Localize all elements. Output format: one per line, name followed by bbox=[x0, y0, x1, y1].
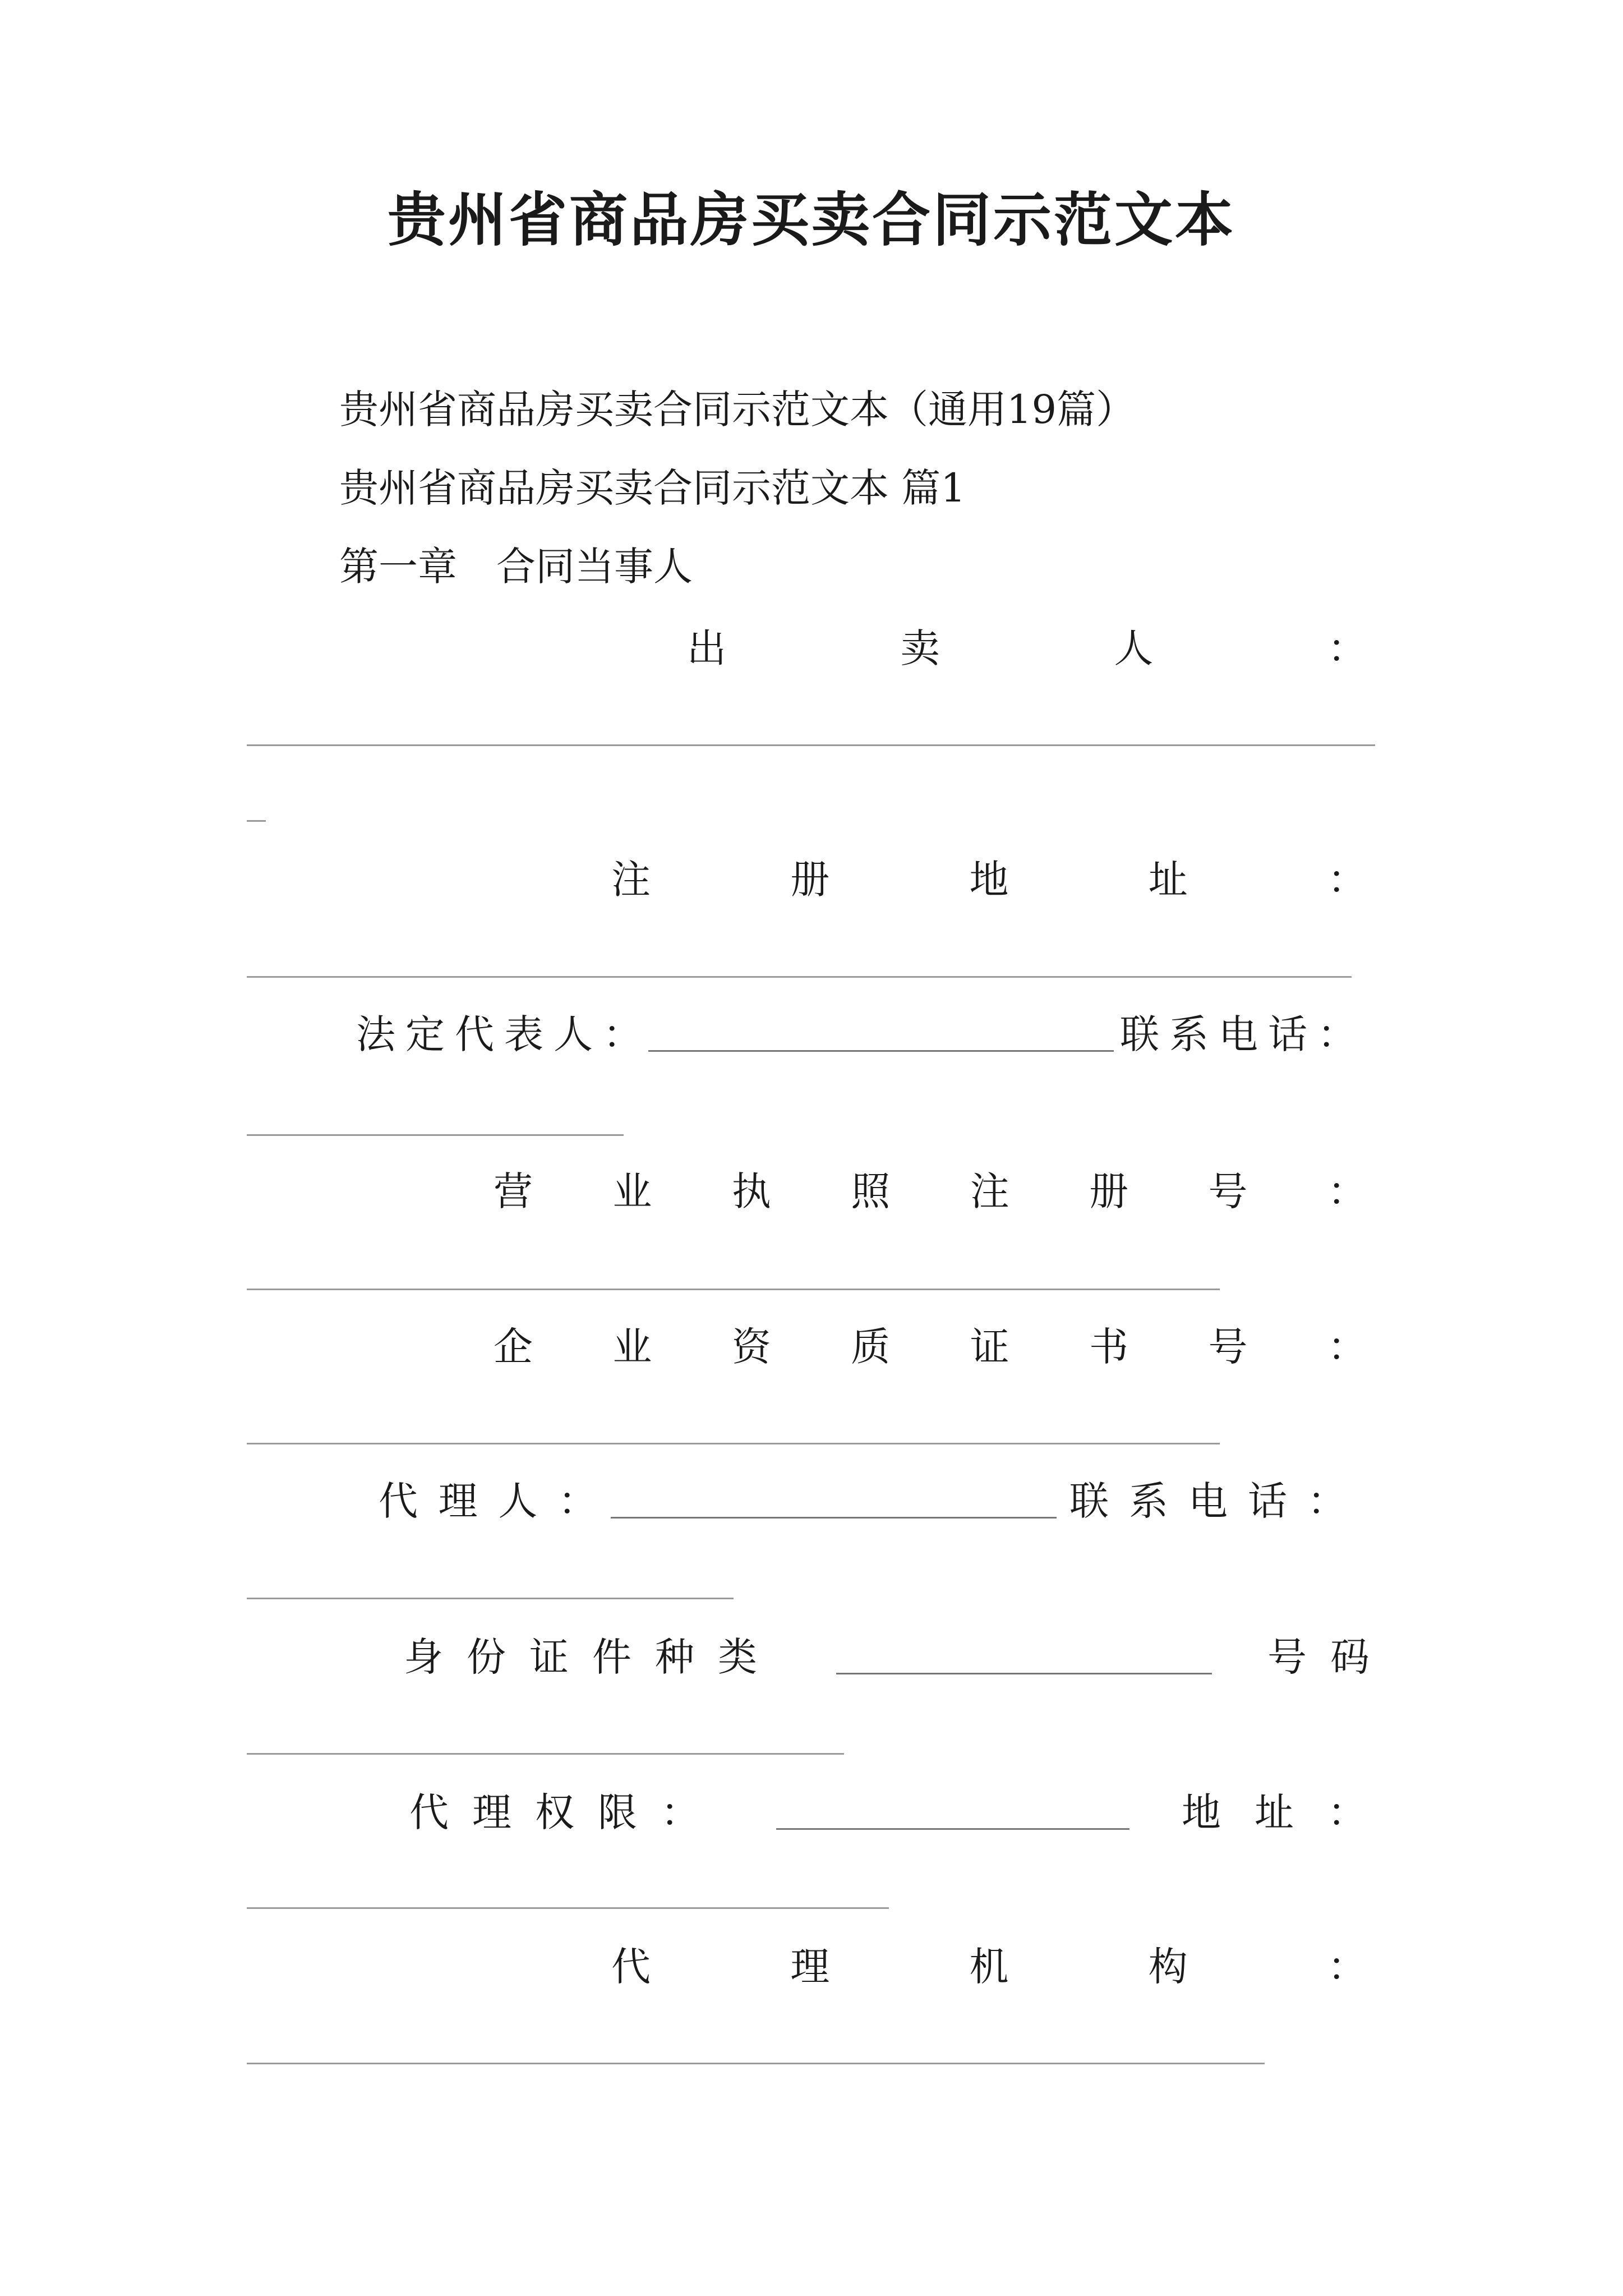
reg-address-char: 册 bbox=[790, 856, 830, 903]
agent-blank[interactable] bbox=[611, 1478, 1057, 1519]
license-no-char: 号 bbox=[1208, 1168, 1248, 1214]
section-line: 贵州省商品房买卖合同示范文本 篇1 bbox=[339, 465, 966, 511]
legal-rep-blank[interactable] bbox=[648, 1011, 1114, 1052]
id-type-blank[interactable] bbox=[836, 1634, 1212, 1674]
agent-label: 代 理 人 ： bbox=[379, 1478, 597, 1524]
chapter-heading: 第一章 合同当事人 bbox=[339, 544, 693, 590]
id-type-label: 身份证件种类 bbox=[404, 1634, 781, 1680]
reg-address-char: 址 bbox=[1148, 856, 1188, 903]
reg-address-blank-line[interactable] bbox=[247, 976, 1352, 978]
agency-char: 机 bbox=[969, 1943, 1009, 1990]
license-no-blank-line[interactable] bbox=[247, 1289, 1220, 1290]
agency-label bbox=[611, 1935, 1367, 1991]
seller-blank-line[interactable] bbox=[247, 744, 1375, 746]
legal-rep-phone-label: 联系电话： bbox=[1120, 1011, 1367, 1057]
legal-rep-phone-blank[interactable] bbox=[247, 1134, 624, 1136]
license-no-char: 业 bbox=[612, 1168, 652, 1214]
reg-address-label bbox=[611, 848, 1367, 904]
reg-address-char: 注 bbox=[611, 856, 651, 903]
license-no-char: 册 bbox=[1089, 1168, 1129, 1214]
seller-label bbox=[687, 617, 1367, 673]
reg-address-char: ： bbox=[1327, 856, 1367, 903]
seller-char: 人 bbox=[1114, 625, 1154, 671]
qualification-char: 书 bbox=[1089, 1323, 1129, 1370]
agency-char: ： bbox=[1327, 1943, 1367, 1990]
agent-authority-label: 代理权限： bbox=[409, 1789, 723, 1835]
seller-char: 出 bbox=[687, 625, 726, 671]
license-no-label bbox=[494, 1160, 1367, 1216]
qualification-char: 业 bbox=[612, 1323, 652, 1370]
id-type-row bbox=[404, 1626, 1393, 1682]
reg-address-char: 地 bbox=[969, 856, 1009, 903]
license-no-char: 注 bbox=[970, 1168, 1009, 1214]
agent-phone-label: 联系电话： bbox=[1069, 1478, 1367, 1524]
license-no-char: 营 bbox=[494, 1168, 533, 1214]
license-no-char: 照 bbox=[851, 1168, 891, 1214]
agent-address-blank[interactable] bbox=[247, 1907, 889, 1909]
agent-phone-blank[interactable] bbox=[247, 1598, 734, 1599]
qualification-char: 证 bbox=[970, 1323, 1009, 1370]
qualification-char: 质 bbox=[851, 1323, 891, 1370]
agent-row bbox=[379, 1470, 1367, 1526]
id-number-label: 号码 bbox=[1267, 1634, 1393, 1680]
seller-blank-tail bbox=[247, 820, 266, 822]
qualification-char: ： bbox=[1327, 1323, 1367, 1370]
qualification-char: 企 bbox=[494, 1323, 533, 1370]
qualification-char: 号 bbox=[1208, 1323, 1248, 1370]
qualification-no-label bbox=[494, 1315, 1367, 1372]
qualification-no-blank-line[interactable] bbox=[247, 1443, 1220, 1444]
license-no-char: 执 bbox=[731, 1168, 771, 1214]
id-number-blank[interactable] bbox=[247, 1753, 844, 1755]
intro-line: 贵州省商品房买卖合同示范文本（通用19篇） bbox=[339, 386, 1136, 432]
legal-rep-label: 法 定 代 表 人 ： bbox=[356, 1011, 642, 1057]
agency-blank-line[interactable] bbox=[247, 2063, 1265, 2064]
agency-char: 理 bbox=[790, 1943, 830, 1990]
agency-char: 构 bbox=[1148, 1943, 1188, 1990]
seller-char: 卖 bbox=[900, 625, 940, 671]
agency-char: 代 bbox=[611, 1943, 651, 1990]
legal-rep-row bbox=[356, 1003, 1367, 1059]
qualification-char: 资 bbox=[731, 1323, 771, 1370]
seller-char: ： bbox=[1327, 625, 1367, 671]
document-title: 贵州省商品房买卖合同示范文本 bbox=[387, 185, 1235, 254]
agent-authority-blank[interactable] bbox=[776, 1789, 1129, 1830]
agent-address-label: 地址： bbox=[1182, 1789, 1400, 1835]
agent-authority-row bbox=[409, 1781, 1400, 1837]
license-no-char: ： bbox=[1327, 1168, 1367, 1214]
